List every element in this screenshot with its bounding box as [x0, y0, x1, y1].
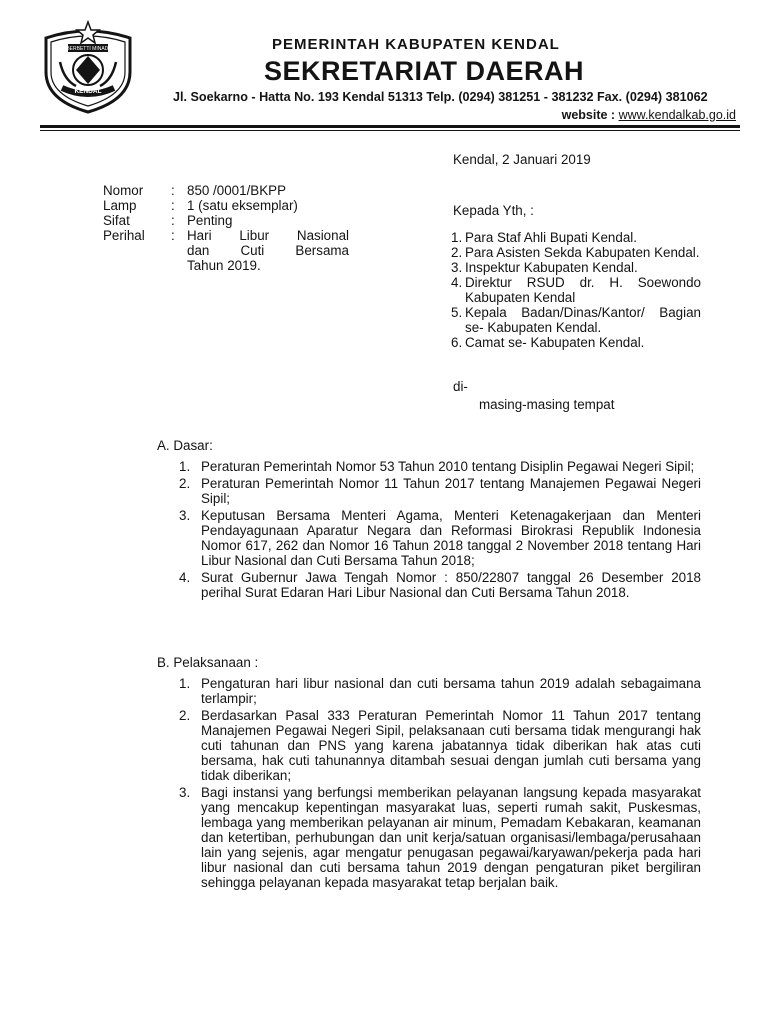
- item-number: 4.: [451, 275, 463, 290]
- list-item: [179, 459, 701, 474]
- item-number: 3.: [179, 785, 191, 800]
- meta-value-subject: [187, 228, 349, 273]
- section-a-title: A. Dasar:: [157, 438, 213, 453]
- meta-label: Perihal: [103, 228, 145, 243]
- list-item: [179, 785, 701, 890]
- item-text: Peraturan Pemerintah Nomor 53 Tahun 2010 tentang Disiplin Pegawai Negeri Sipil;: [201, 459, 695, 474]
- office-name: SEKRETARIAT DAERAH: [264, 56, 585, 86]
- item-text: Bagi instansi yang berfungsi memberikan pelayanan langsung kepada masyarakat yang mencakup kepentingan masyarakat luas, seperti rumah sakit, Puskesmas, lembaga yang memberikan pelayanan air minum, Pemadam Kebakaran, keamanan dan ketertiban, perhubungan dan unit kerja/satuan organisasi/lembaga/perusahaan lain yang sejenis, agar mengatur penugasan pegawai/karyawan/pekerja pada hari libur nasional dan cuti bersama tahun 2019 dengan pengaturan piket bergiliran sehingga pelayanan kepada masyarakat tetap berjalan baik.: [201, 785, 701, 890]
- letter-date: Kendal, 2 Januari 2019: [453, 152, 591, 167]
- item-number: 2.: [179, 476, 191, 491]
- list-item: [451, 245, 701, 260]
- meta-value: 850 /0001/BKPP: [187, 183, 287, 198]
- meta-colon: :: [171, 183, 175, 198]
- website-label: website :: [561, 108, 619, 122]
- list-item: [179, 570, 701, 600]
- location-text: masing-masing tempat: [479, 397, 615, 412]
- meta-colon: :: [171, 213, 175, 228]
- item-text: Direktur RSUD dr. H. Soewondo Kabupaten Kendal: [465, 275, 701, 305]
- item-number: 3.: [179, 508, 191, 523]
- item-number: 1.: [179, 676, 191, 691]
- letter-meta: [103, 183, 353, 273]
- item-text: Inspektur Kabupaten Kendal.: [465, 260, 638, 275]
- header-rule-thick: [40, 125, 740, 128]
- list-item: [179, 476, 701, 506]
- meta-label: Sifat: [103, 213, 130, 228]
- salutation: Kepada Yth, :: [453, 203, 534, 218]
- list-item: [179, 676, 701, 706]
- office-address: Jl. Soekarno - Hatta No. 193 Kendal 51313 Telp. (0294) 381251 - 381232 Fax. (0294) 381062: [173, 90, 708, 104]
- list-item: [179, 508, 701, 568]
- kendal-regency-emblem: [38, 20, 138, 116]
- list-item: [179, 708, 701, 783]
- list-item: [451, 230, 701, 245]
- section-a-list: [179, 459, 701, 602]
- item-number: 2.: [451, 245, 463, 260]
- location-prefix: di-: [453, 379, 468, 394]
- list-item: [451, 305, 701, 335]
- recipient-list: [451, 230, 701, 350]
- list-item: [451, 275, 701, 305]
- section-b-title: B. Pelaksanaan :: [157, 655, 259, 670]
- subject-line: dan Cuti Bersama: [187, 243, 349, 258]
- item-number: 1.: [451, 230, 463, 245]
- meta-row-sifat: [103, 213, 353, 228]
- meta-label: Lamp: [103, 198, 137, 213]
- emblem-motto: BERBETTI MINADI: [66, 46, 110, 52]
- list-item: [451, 335, 701, 350]
- item-number: 3.: [451, 260, 463, 275]
- meta-value: Penting: [187, 213, 233, 228]
- meta-value: 1 (satu eksemplar): [187, 198, 298, 213]
- item-text: Para Staf Ahli Bupati Kendal.: [465, 230, 637, 245]
- list-item: [451, 260, 701, 275]
- item-number: 4.: [179, 570, 191, 585]
- item-text: Keputusan Bersama Menteri Agama, Menteri Ketenagakerjaan dan Menteri Pendayagunaan Aparatur Negara dan Reformasi Birokrasi Republik Indonesia Nomor 617, 262 dan Nomor 16 Tahun 2018 tanggal 2 November 2018 tentang Hari Libur Nasional dan Cuti Bersama Tahun 2018;: [201, 508, 701, 568]
- meta-row-lamp: [103, 198, 353, 213]
- item-number: 5.: [451, 305, 463, 320]
- government-name: PEMERINTAH KABUPATEN KENDAL: [272, 36, 560, 53]
- website-link[interactable]: www.kendalkab.go.id: [618, 108, 736, 122]
- meta-colon: :: [171, 198, 175, 213]
- subject-line: Tahun 2019.: [187, 258, 261, 273]
- item-text: Berdasarkan Pasal 333 Peraturan Pemerintah Nomor 11 Tahun 2017 tentang Manajemen Pegawai Negeri Sipil, pelaksanaan cuti bersama tidak mengurangi hak cuti tahunan dan PNS yang karena jabatannya tidak diberikan hak atas cuti bersama, hak cuti tahunannya ditambah sesuai dengan jumlah cuti bersama yang tidak diberikan;: [201, 708, 701, 783]
- item-text: Peraturan Pemerintah Nomor 11 Tahun 2017 tentang Manajemen Pegawai Negeri Sipil;: [201, 476, 701, 506]
- item-number: 6.: [451, 335, 463, 350]
- item-number: 2.: [179, 708, 191, 723]
- item-text: Camat se- Kabupaten Kendal.: [465, 335, 645, 350]
- item-text: Kepala Badan/Dinas/Kantor/ Bagian se- Kabupaten Kendal.: [465, 305, 701, 335]
- item-text: Surat Gubernur Jawa Tengah Nomor : 850/22807 tanggal 26 Desember 2018 perihal Surat Edaran Hari Libur Nasional dan Cuti Bersama Tahun 2018.: [201, 570, 701, 600]
- meta-row-nomor: [103, 183, 353, 198]
- item-text: Pengaturan hari libur nasional dan cuti bersama tahun 2019 adalah sebagaimana terlampir;: [201, 676, 701, 706]
- meta-colon: :: [171, 228, 175, 243]
- header-rule-thin: [40, 130, 740, 131]
- emblem-label: KENDAL: [74, 88, 102, 95]
- website-line: [562, 108, 736, 122]
- meta-label: Nomor: [103, 183, 144, 198]
- item-number: 1.: [179, 459, 191, 474]
- subject-line: Hari Libur Nasional: [187, 228, 349, 243]
- meta-row-perihal: [103, 228, 353, 273]
- item-text: Para Asisten Sekda Kabupaten Kendal.: [465, 245, 700, 260]
- section-b-list: [179, 676, 701, 892]
